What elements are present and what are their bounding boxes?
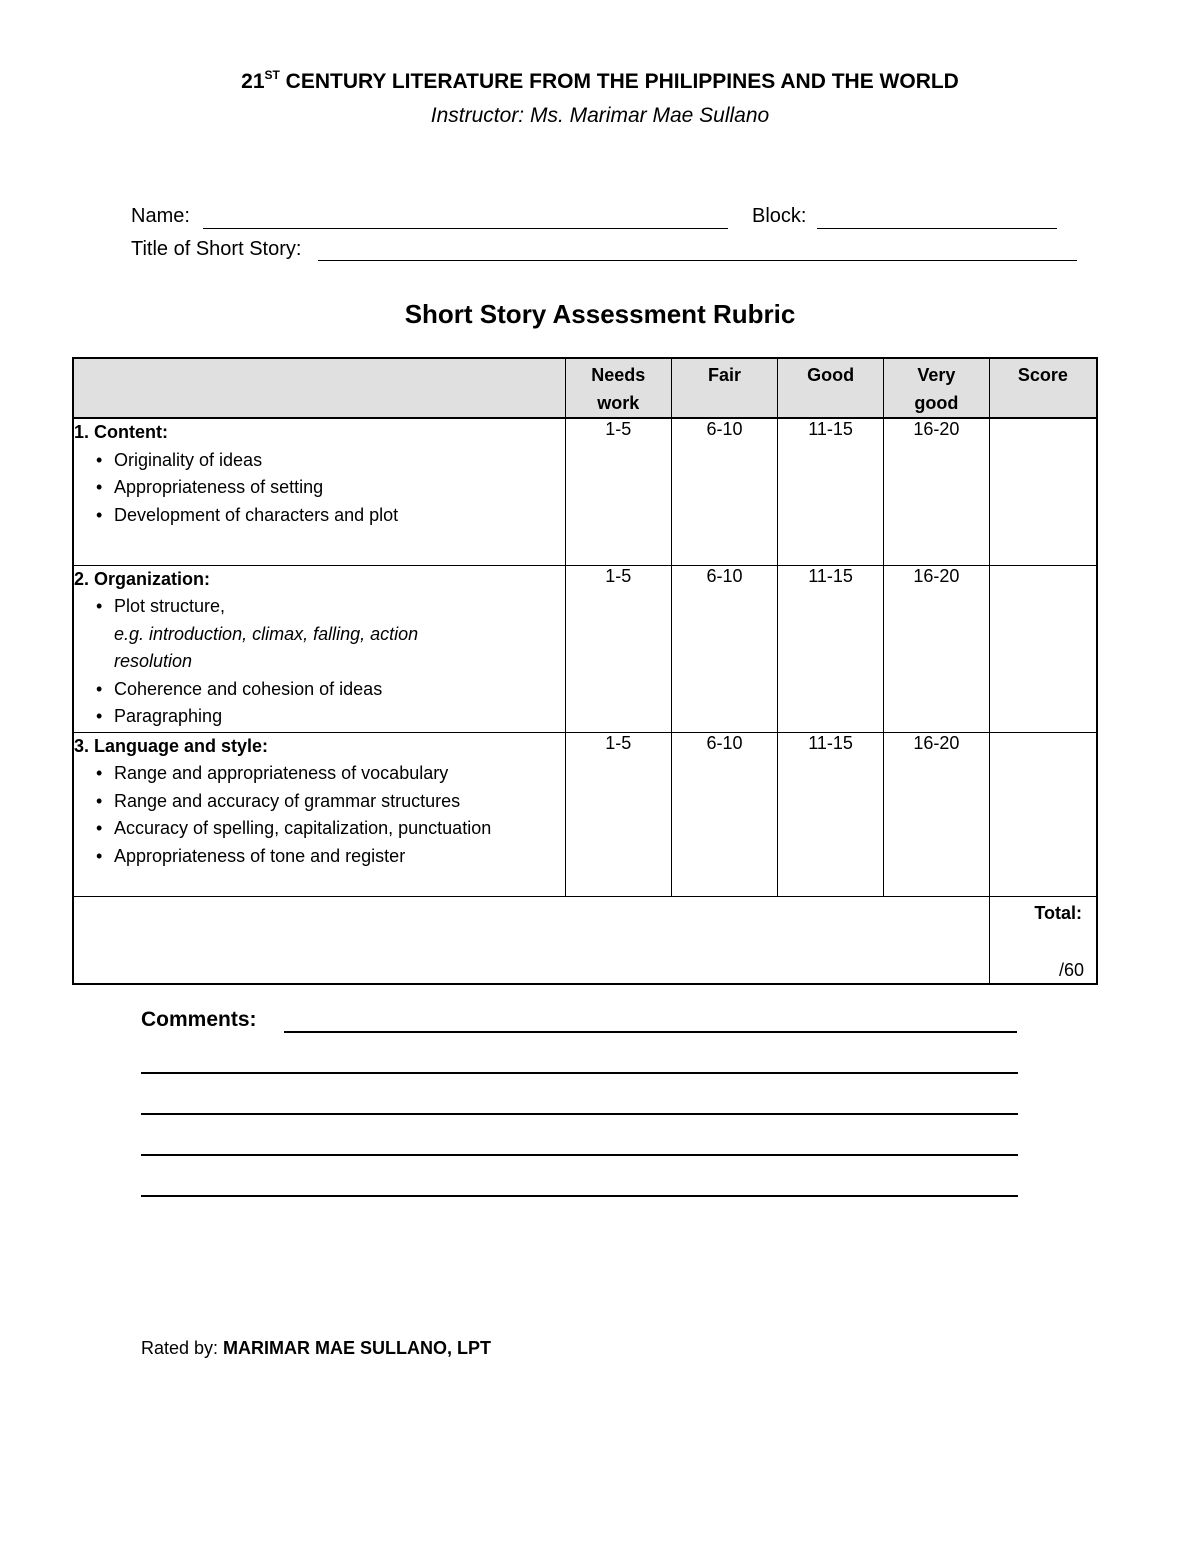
criterion-language	[73, 732, 565, 896]
name-label: Name:	[131, 205, 190, 227]
score-cell[interactable]	[989, 418, 1097, 565]
criterion-title: 3. Language and style:	[74, 735, 269, 756]
name-field[interactable]	[203, 228, 728, 229]
rubric-table	[72, 357, 1098, 985]
range-good: 11-15	[778, 732, 884, 896]
instructor-line: Instructor: Ms. Marimar Mae Sullano	[430, 104, 770, 127]
criterion-item: • Range and appropriateness of vocabulary	[114, 760, 565, 788]
range-fair: 6-10	[671, 565, 778, 732]
story-title-field[interactable]	[318, 260, 1077, 261]
total-label: Total:	[1034, 902, 1082, 923]
course-title	[0, 70, 1200, 94]
range-very-good: 16-20	[883, 732, 989, 896]
criterion-item-text: Plot structure,	[114, 596, 226, 616]
header-very-good: Very good	[883, 358, 989, 418]
criterion-item: • Coherence and cohesion of ideas	[114, 676, 565, 704]
score-cell[interactable]	[989, 732, 1097, 896]
criterion-item: • Appropriateness of setting	[114, 474, 565, 502]
header-fair: Fair	[671, 358, 778, 418]
block-field[interactable]	[817, 228, 1057, 229]
range-needs-work: 1-5	[565, 418, 671, 565]
comments-line[interactable]	[141, 1072, 1018, 1074]
criterion-item: • Paragraphing	[114, 703, 565, 731]
rubric-row-organization	[73, 565, 1097, 732]
rubric-total-row	[73, 896, 1097, 984]
total-spacer	[73, 896, 989, 984]
rubric-header-row	[73, 358, 1097, 418]
criterion-item: • Development of characters and plot	[114, 502, 565, 530]
rater-name: MARIMAR MAE SULLANO, LPT	[223, 1338, 492, 1358]
block-label: Block:	[752, 205, 807, 227]
criterion-item: • Accuracy of spelling, capitalization, punctuation	[114, 815, 565, 843]
criterion-title: 1. Content:	[74, 422, 168, 442]
header-needs-work: Needs work	[565, 358, 671, 418]
range-good: 11-15	[778, 418, 884, 565]
header-good: Good	[778, 358, 884, 418]
criterion-title: 2. Organization:	[74, 568, 211, 589]
criterion-item-example: e.g. introduction, climax, falling, action resolution	[114, 623, 419, 671]
header-criteria	[73, 358, 565, 418]
criterion-item: • Originality of ideas	[114, 447, 565, 475]
criterion-organization	[73, 565, 565, 732]
range-very-good: 16-20	[883, 418, 989, 565]
story-title-label: Title of Short Story:	[131, 238, 302, 260]
range-fair: 6-10	[671, 418, 778, 565]
rated-by	[141, 1338, 491, 1359]
course-number-suffix: ST	[264, 68, 280, 82]
score-cell[interactable]	[989, 565, 1097, 732]
rubric-row-content	[73, 418, 1097, 565]
range-good: 11-15	[778, 565, 884, 732]
comments-line[interactable]	[284, 1031, 1017, 1033]
criterion-item	[114, 593, 565, 676]
comments-line[interactable]	[141, 1154, 1018, 1156]
comments-label: Comments:	[141, 1008, 257, 1031]
total-max: /60	[1058, 959, 1084, 980]
range-fair: 6-10	[671, 732, 778, 896]
rated-by-label: Rated by:	[141, 1338, 224, 1358]
comments-line[interactable]	[141, 1195, 1018, 1197]
criterion-content	[73, 418, 565, 565]
criterion-item: • Appropriateness of tone and register	[114, 843, 565, 871]
criterion-item: • Range and accuracy of grammar structures	[114, 788, 565, 816]
rubric-row-language	[73, 732, 1097, 896]
range-needs-work: 1-5	[565, 732, 671, 896]
range-needs-work: 1-5	[565, 565, 671, 732]
course-title-text: CENTURY LITERATURE FROM THE PHILIPPINES AND THE WORLD	[279, 70, 959, 93]
total-score-cell[interactable]	[989, 896, 1097, 984]
rubric-title: Short Story Assessment Rubric	[404, 299, 796, 329]
course-number: 21	[241, 70, 265, 93]
header-score: Score	[989, 358, 1097, 418]
range-very-good: 16-20	[883, 565, 989, 732]
comments-line[interactable]	[141, 1113, 1018, 1115]
